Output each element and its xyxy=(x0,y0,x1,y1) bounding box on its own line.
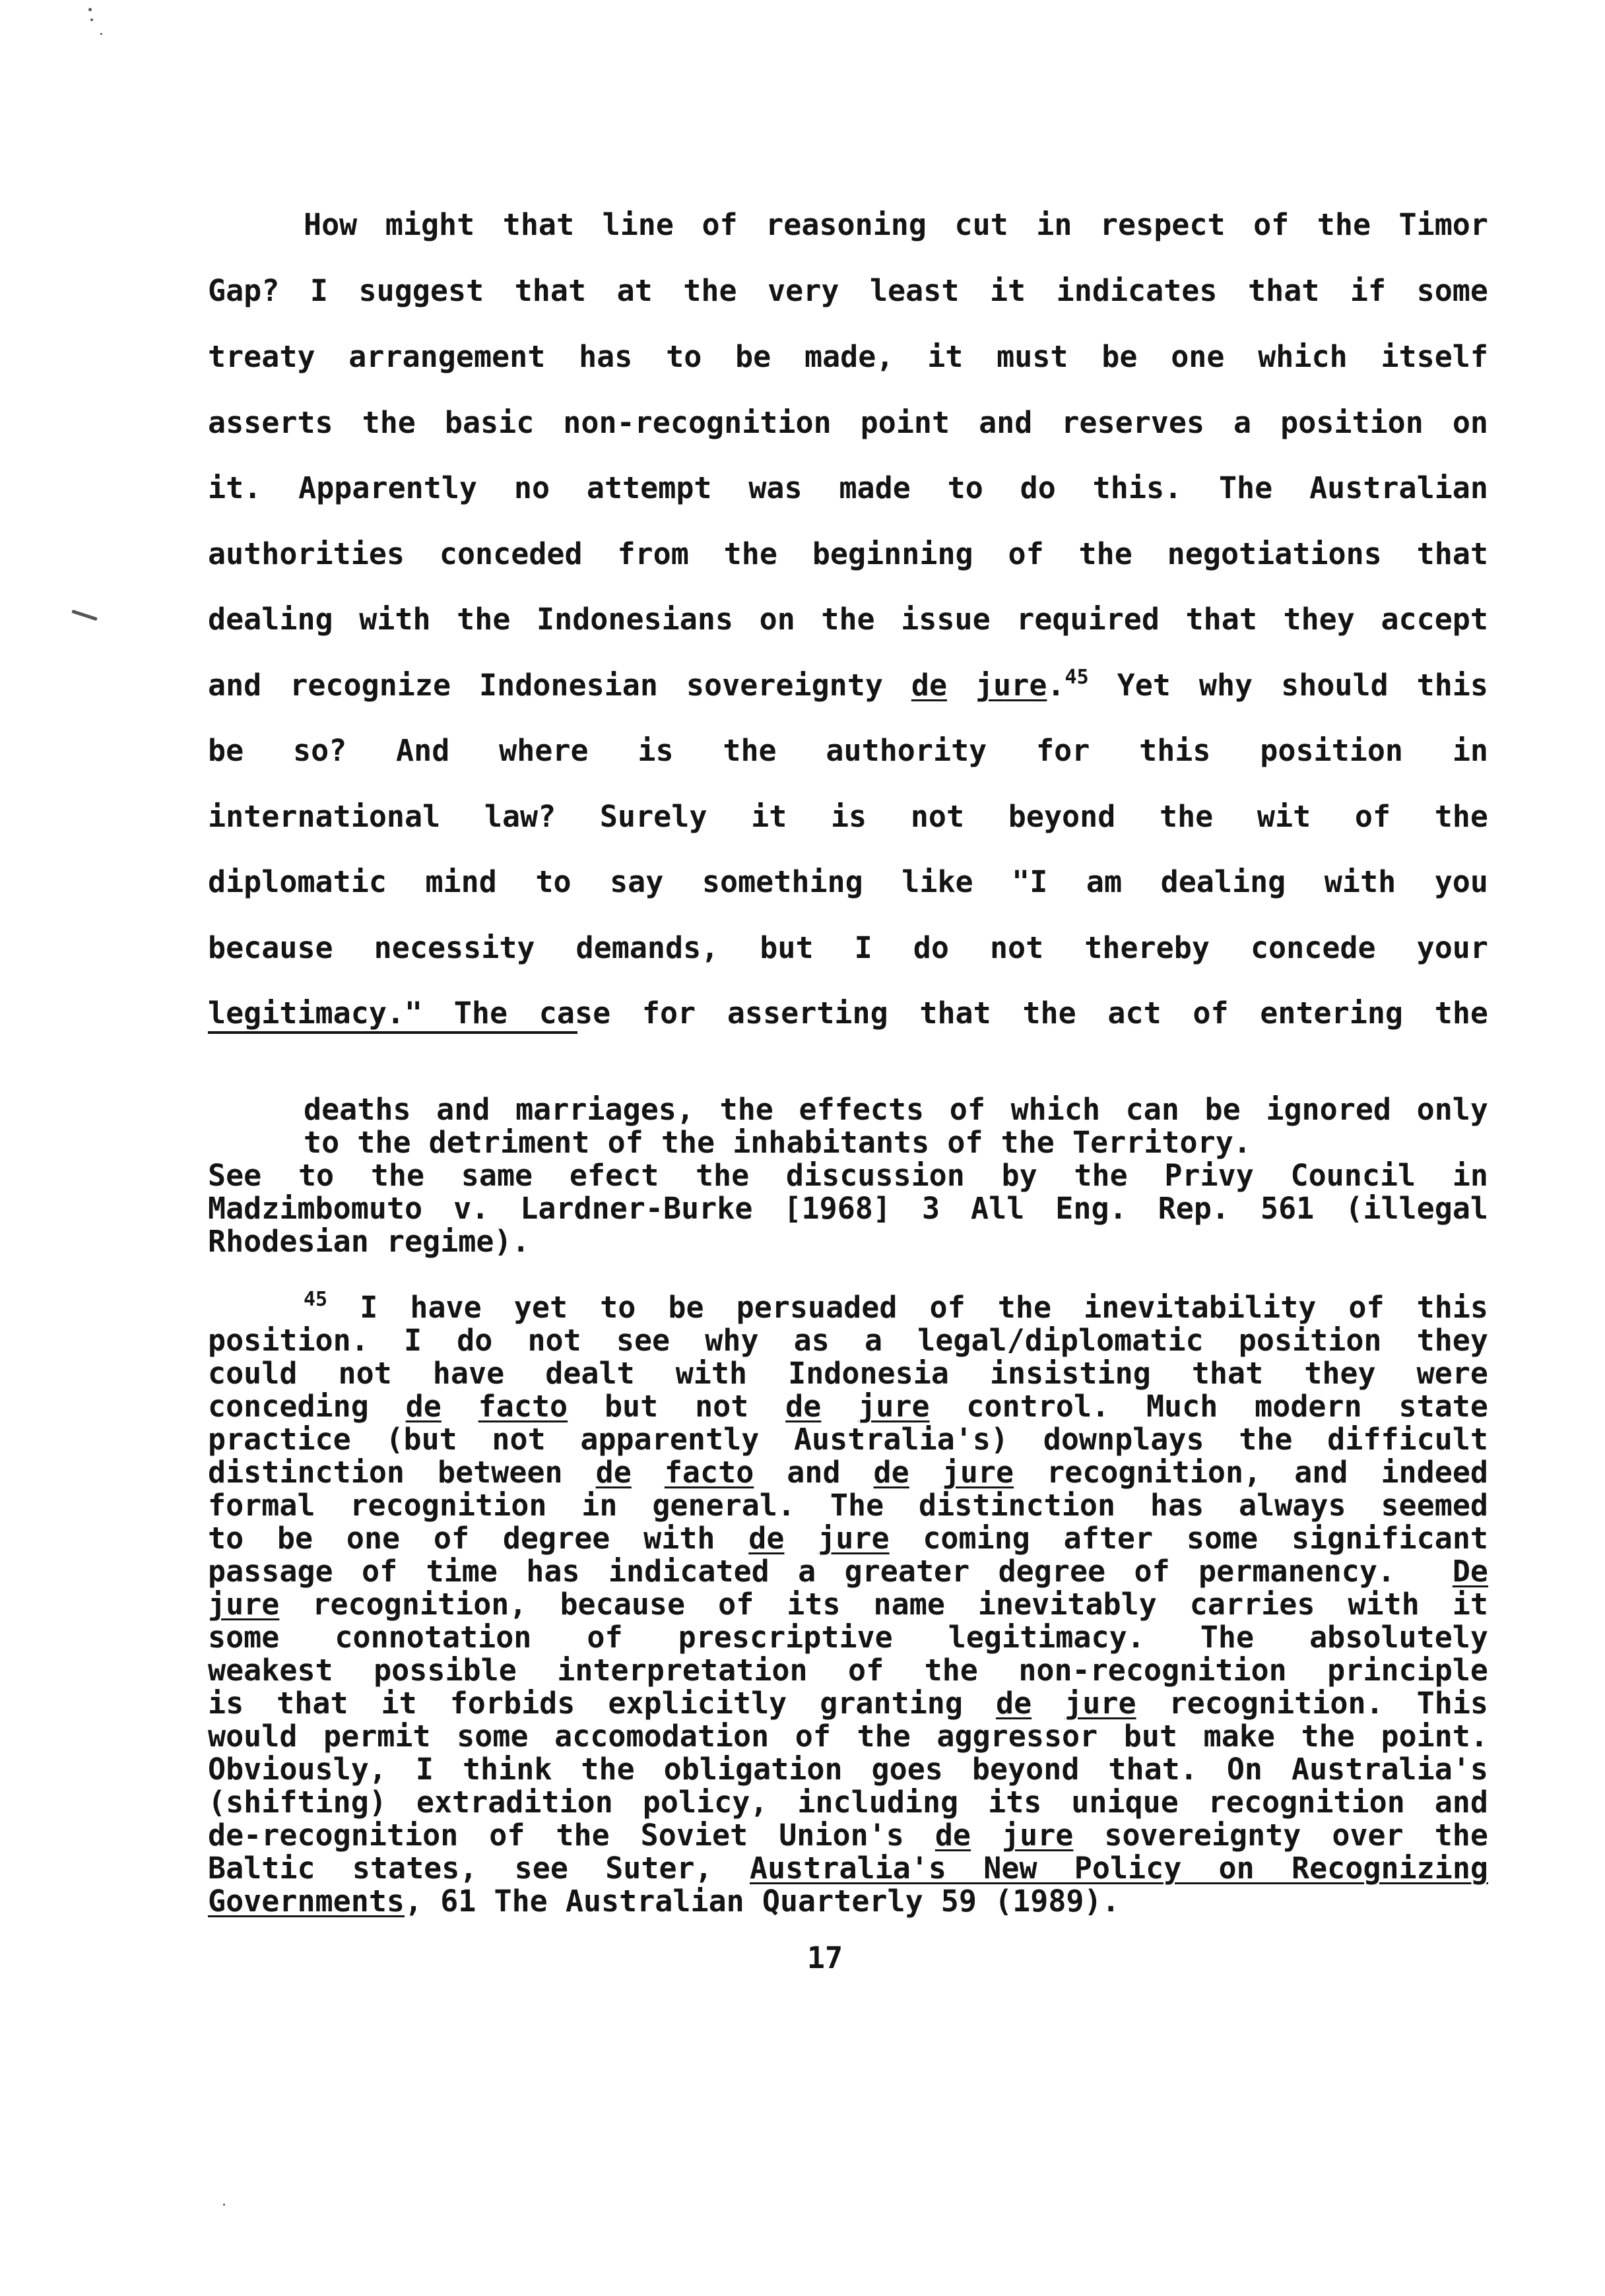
body-line-10: international law? Surely it is not beyond the wit of the xyxy=(208,799,1488,834)
jure-term: jure xyxy=(208,1587,280,1622)
footnote-45-line-3: could not have dealt with Indonesia insisting that they were xyxy=(208,1356,1488,1391)
body-line-3: treaty arrangement has to be made, it must be one which itself xyxy=(208,339,1488,374)
footnote-cont-line-4: Madzimbomuto v. Lardner-Burke [1968] 3 All Eng. Rep. 561 (illegal xyxy=(208,1191,1488,1226)
de-term: de xyxy=(934,1818,971,1853)
scan-speck xyxy=(90,18,93,21)
de-term: De xyxy=(1452,1554,1488,1589)
de-term: de xyxy=(405,1389,442,1424)
footnote-45-line-15: Obviously, I think the obligation goes beyond that. On Australia's xyxy=(208,1752,1488,1787)
scan-speck xyxy=(100,33,102,35)
footnote-45-line-2: position. I do not see why as a legal/diplomatic position they xyxy=(208,1323,1488,1358)
footnote-cont-line-1: deaths and marriages, the effects of which can be ignored only xyxy=(304,1092,1488,1127)
facto-term: facto xyxy=(478,1389,568,1424)
footnote-45-line-10 xyxy=(208,1588,1488,1621)
footnote-45-line-19 xyxy=(208,1885,1488,1918)
footnote-45-text: de-recognition of the Soviet Union's xyxy=(208,1818,935,1853)
de-term: de xyxy=(785,1389,822,1424)
scan-speck xyxy=(88,8,92,11)
facto-term: facto xyxy=(664,1455,754,1490)
de-term: de xyxy=(748,1521,785,1556)
jure-term: jure xyxy=(818,1521,890,1556)
footnote-45-text: recognition, because of its name inevitably carries with it xyxy=(279,1587,1488,1622)
period: . xyxy=(1047,668,1065,703)
footnote-45-line-16: (shifting) extradition policy, including its unique recognition and xyxy=(208,1785,1488,1820)
footnote-45-text: coming after some significant xyxy=(889,1521,1488,1556)
footnote-45-line-5: practice (but not apparently Australia's) downplays the difficult xyxy=(208,1422,1488,1457)
footnote-45-text: but not xyxy=(568,1389,786,1424)
footnote-45-line-1 xyxy=(304,1288,1488,1325)
body-line-1: How might that line of reasoning cut in respect of the Timor xyxy=(304,207,1488,242)
footnote-45-line-11: some connotation of prescriptive legitimacy. The absolutely xyxy=(208,1620,1488,1655)
citation-title: Australia's New Policy on Recognizing xyxy=(750,1851,1489,1886)
footnote-45-marker: 45 xyxy=(304,1288,328,1311)
footnote-45-text: distinction between xyxy=(208,1455,596,1490)
footnote-45-text: conceding xyxy=(208,1389,406,1424)
footnote-45-text: passage of time has indicated a greater degree of permanency. xyxy=(208,1554,1453,1589)
jure-term: jure xyxy=(975,668,1047,703)
footnote-45-line-14: would permit some accomodation of the aggressor but make the point. xyxy=(208,1719,1488,1754)
footnote-45-text: sovereignty over the xyxy=(1073,1818,1488,1853)
footnote-45-text: control. Much modern state xyxy=(929,1389,1488,1424)
jure-term: jure xyxy=(1065,1686,1136,1721)
footnote-45-line-13 xyxy=(208,1687,1488,1720)
footnote-45-text: Baltic states, see Suter, xyxy=(208,1851,750,1886)
de-term: de xyxy=(995,1686,1032,1721)
footnote-cont-line-5: Rhodesian regime). xyxy=(208,1224,530,1259)
footnote-45-line-8 xyxy=(208,1522,1488,1555)
footnote-45-text: recognition, and indeed xyxy=(1014,1455,1489,1490)
footnote-45-line-6 xyxy=(208,1456,1488,1489)
body-line-8-text-a: and recognize Indonesian sovereignty xyxy=(208,668,911,703)
de-term: de xyxy=(873,1455,909,1490)
footnote-45-line-7: formal recognition in general. The distinction has always seemed xyxy=(208,1488,1488,1523)
footnote-separator xyxy=(208,1031,577,1034)
jure-term: jure xyxy=(858,1389,930,1424)
body-line-7: dealing with the Indonesians on the issue required that they accept xyxy=(208,602,1488,637)
scan-speck xyxy=(223,2204,225,2206)
footnote-cont-line-2: to the detriment of the inhabitants of the Territory. xyxy=(304,1125,1251,1160)
body-line-11: diplomatic mind to say something like "I am dealing with you xyxy=(208,864,1488,899)
footnote-45-line-4 xyxy=(208,1390,1488,1423)
footnote-45-line-18 xyxy=(208,1852,1488,1885)
footnote-45-text: I have yet to be persuaded of the inevitability of this xyxy=(327,1290,1488,1325)
page-number: 17 xyxy=(806,1940,843,1975)
footnote-45-line-12: weakest possible interpretation of the non-recognition principle xyxy=(208,1653,1488,1688)
footnote-45-text: is that it forbids explicitly granting xyxy=(208,1686,996,1721)
body-line-13: legitimacy." The case for asserting that the act of entering the xyxy=(208,996,1488,1031)
body-line-2: Gap? I suggest that at the very least it indicates that if some xyxy=(208,273,1488,308)
body-line-4: asserts the basic non-recognition point and reserves a position on xyxy=(208,405,1488,440)
footnote-45-text: to be one of degree with xyxy=(208,1521,749,1556)
body-line-8-text-b: Yet why should this xyxy=(1088,668,1488,703)
footnote-45-line-9 xyxy=(208,1555,1488,1588)
body-line-8 xyxy=(208,667,1488,704)
footnote-45-text: recognition. This xyxy=(1136,1686,1488,1721)
footnote-45-text: , 61 The Australian Quarterly 59 (1989). xyxy=(405,1884,1120,1919)
jure-term: jure xyxy=(942,1455,1014,1490)
de-term: de xyxy=(595,1455,632,1490)
jure-term: jure xyxy=(1002,1818,1074,1853)
footnote-cont-line-3: See to the same efect the discussion by the Privy Council in xyxy=(208,1158,1488,1193)
footnote-45-line-17 xyxy=(208,1819,1488,1852)
body-line-5: it. Apparently no attempt was made to do this. The Australian xyxy=(208,470,1488,505)
body-line-12: because necessity demands, but I do not thereby concede your xyxy=(208,930,1488,965)
de-term: de xyxy=(911,668,948,703)
body-line-9: be so? And where is the authority for this position in xyxy=(208,733,1488,768)
footnote-45-text: and xyxy=(754,1455,874,1490)
scan-speck xyxy=(71,610,98,621)
body-line-6: authorities conceded from the beginning of the negotiations that xyxy=(208,536,1488,571)
footnote-ref-45[interactable]: 45 xyxy=(1065,666,1089,689)
citation-title: Governments xyxy=(208,1884,405,1919)
